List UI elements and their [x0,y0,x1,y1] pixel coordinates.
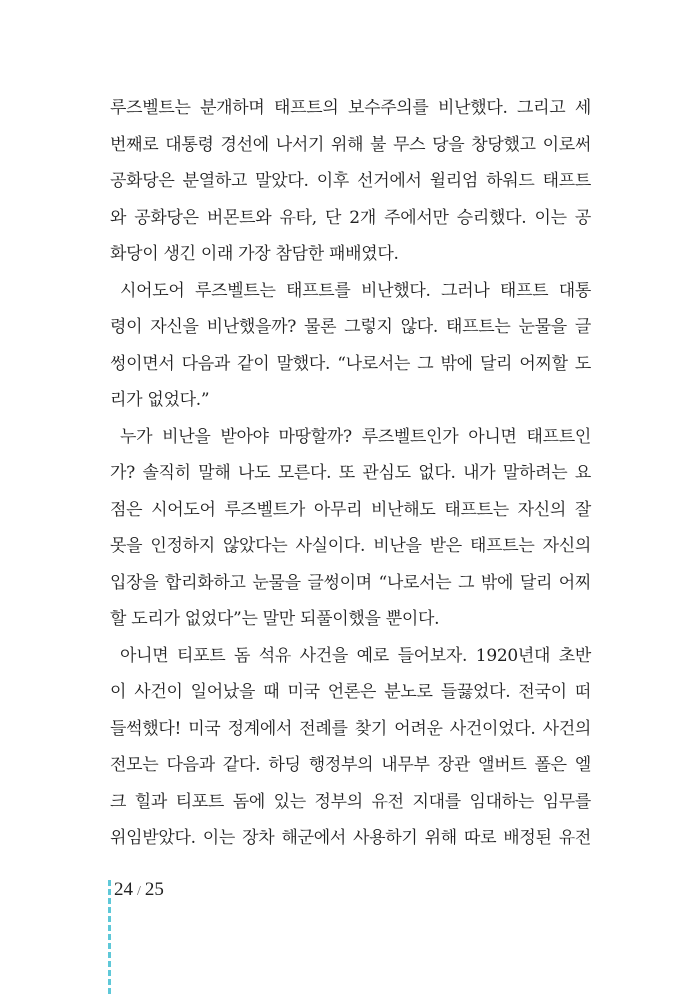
total-pages: 25 [144,879,164,900]
margin-dashed-rule [108,880,111,994]
page-separator: / [137,884,141,899]
current-page: 24 [114,879,133,900]
text-line: 와 공화당은 버몬트와 유타, 단 2개 주에서만 승리했다. 이는 공 [110,207,591,228]
text-line: 이 사건이 일어났을 때 미국 언론은 분노로 들끓었다. 전국이 떠 [110,682,591,702]
text-line: 령이 자신을 비난했을까? 물론 그렇지 않다. 태프트는 눈물을 글 [110,317,591,337]
text-line: 썽이면서 다음과 같이 말했다. “나로서는 그 밖에 달리 어찌할 도 [110,353,591,374]
page-body-text [110,90,591,857]
text-line: 시어도어 루즈벨트는 태프트를 비난했다. 그러나 태프트 대통 [120,280,591,301]
text-line: 공화당은 분열하고 말았다. 이후 선거에서 윌리엄 하워드 태프트 [110,171,591,191]
text-line: 위임받았다. 이는 장차 해군에서 사용하기 위해 따로 배정된 유전 [110,828,591,848]
text-line: 가? 솔직히 말해 나도 모른다. 또 관심도 없다. 내가 말하려는 요 [110,463,591,483]
text-line: 루즈벨트는 분개하며 태프트의 보수주의를 비난했다. 그리고 세 [110,98,591,118]
text-line: 화당이 생긴 이래 가장 참담한 패배였다. [110,244,399,264]
text-line: 전모는 다음과 같다. 하딩 행정부의 내무부 장관 앨버트 폴은 엘 [110,755,591,775]
text-line: 들썩했다! 미국 정계에서 전례를 찾기 어려운 사건이었다. 사건의 [110,718,591,739]
text-line: 크 힐과 티포트 돔에 있는 정부의 유전 지대를 임대하는 임무를 [110,791,591,812]
text-line: 아니면 티포트 돔 석유 사건을 예로 들어보자. 1920년대 초반 [120,645,591,666]
text-line: 못을 인정하지 않았다는 사실이다. 비난을 받은 태프트는 자신의 [110,536,591,556]
text-line: 할 도리가 없었다”는 말만 되풀이했을 뿐이다. [110,609,440,629]
text-line: 번째로 대통령 경선에 나서기 위해 불 무스 당을 창당했고 이로써 [110,134,591,155]
text-line: 점은 시어도어 루즈벨트가 아무리 비난해도 태프트는 자신의 잘 [110,499,591,520]
text-line: 입장을 합리화하고 눈물을 글썽이며 “나로서는 그 밖에 달리 어찌 [110,572,591,593]
text-line: 누가 비난을 받아야 마땅할까? 루즈벨트인가 아니면 태프트인 [120,426,591,447]
text-line: 리가 없었다.” [110,390,210,410]
page-number [114,878,164,904]
